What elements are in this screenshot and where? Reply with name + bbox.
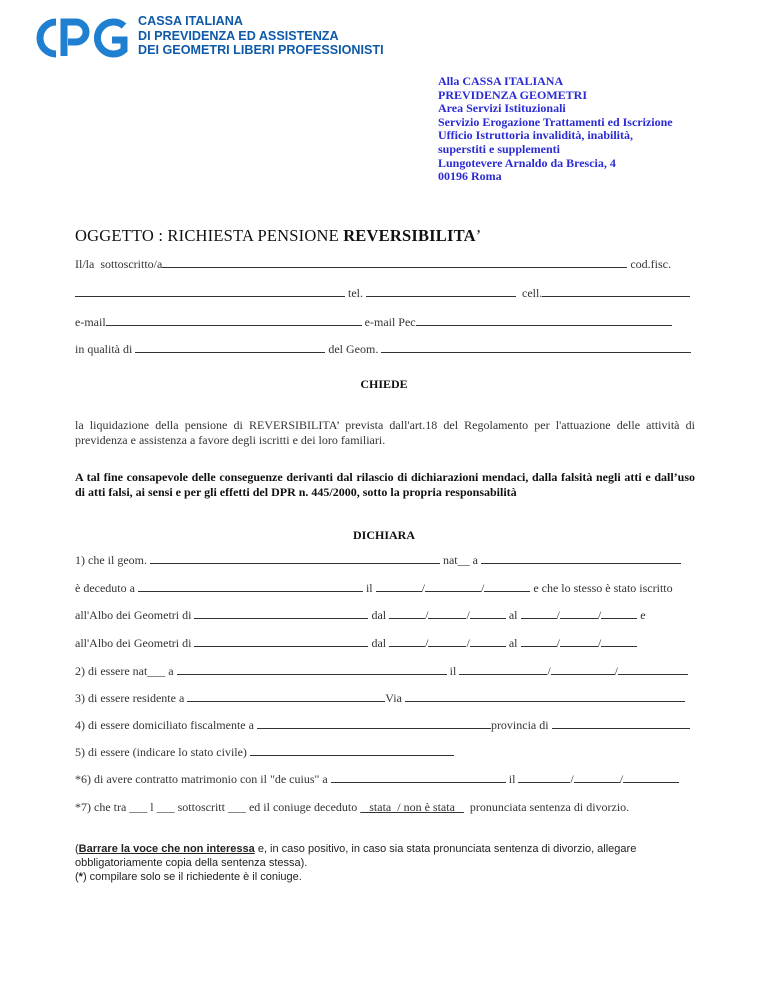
marriage-year[interactable]: [623, 772, 679, 783]
albo-2-to-month[interactable]: [560, 636, 598, 647]
addressee-block: [438, 75, 673, 184]
addressee-line: 00196 Roma: [438, 169, 502, 184]
item-7: [75, 800, 695, 815]
footnotes: [75, 842, 695, 884]
item5-label: 5) di essere (indicare lo stato civile): [75, 745, 250, 759]
qualita-field[interactable]: [135, 342, 325, 353]
item1-born-label: nat__ a: [439, 553, 481, 567]
chiede-text: la liquidazione della pensione di REVERSIBILITA’ prevista dall'art.18 del Regolamento per l'attuazione delle attività di previdenza e assistenza a favore degli iscritti e dei loro familiari.: [75, 418, 695, 447]
cipag-logo: [34, 14, 384, 64]
addressee-line: Lungotevere Arnaldo da Brescia, 4: [438, 155, 616, 170]
logo-line-2: DI PREVIDENZA ED ASSISTENZA: [138, 28, 339, 43]
deceased-label: è deceduto a: [75, 581, 138, 595]
item2-label: 2) di essere nat___ a: [75, 664, 177, 678]
albo-1-to-day[interactable]: [521, 608, 557, 619]
albo-row-2: all'Albo dei Geometri di dal / / al / /: [75, 636, 695, 651]
applicant-row-email: [75, 315, 695, 330]
applicant-birth-day[interactable]: [459, 664, 547, 675]
albo-1-from-day[interactable]: [389, 608, 425, 619]
codfisc-field[interactable]: [75, 286, 345, 297]
logo-line-3: DEI GEOMETRI LIBERI PROFESSIONISTI: [138, 43, 384, 57]
item3-via-label: Via: [385, 691, 405, 705]
logo-wordmark: [138, 14, 384, 58]
heading-dichiara: DICHIARA: [352, 528, 415, 542]
subject-line: [75, 226, 481, 246]
death-day-field[interactable]: [376, 581, 422, 592]
death-place-field[interactable]: [138, 581, 363, 592]
item-4: [75, 718, 695, 733]
name-field[interactable]: [162, 257, 627, 268]
note-2-star: *: [78, 871, 83, 883]
item7-label: *7) che tra ___ l ___ sottoscritt ___ ed il coniuge deceduto: [75, 800, 361, 814]
province-field[interactable]: [552, 718, 690, 729]
albo-label: all'Albo dei Geometri di: [75, 636, 195, 650]
addressee-line: Ufficio Istruttoria invalidità, inabilità,: [438, 128, 633, 143]
item4-province-label: provincia di: [490, 718, 552, 732]
divorce-option[interactable]: stata / non è stata: [360, 800, 464, 814]
albo-2-from-year[interactable]: [470, 636, 506, 647]
residence-city-field[interactable]: [187, 691, 385, 702]
albo-2-from-day[interactable]: [389, 636, 425, 647]
logo-line-1: CASSA ITALIANA: [138, 14, 243, 28]
item2-date-label: il: [446, 664, 460, 678]
applicant-row-contacts: [75, 286, 695, 301]
albo-end-e: e: [637, 608, 646, 622]
item6-label: *6) di avere contratto matrimonio con il "de cuius" a: [75, 772, 331, 786]
subject-bold: REVERSIBILITA: [343, 226, 476, 245]
birthplace-field[interactable]: [481, 553, 681, 564]
label-del-geom: del Geom.: [325, 342, 382, 356]
label-cell: cell.: [516, 286, 543, 300]
albo-1-from-month[interactable]: [428, 608, 466, 619]
note-2-text: ) compilare solo se il richiedente è il coniuge.: [82, 871, 302, 883]
cell-field[interactable]: [542, 286, 690, 297]
albo-row-1: all'Albo dei Geometri di dal / / al / / e: [75, 608, 646, 622]
item-5: [75, 745, 695, 760]
applicant-birth-month[interactable]: [551, 664, 615, 675]
death-month-field[interactable]: [425, 581, 481, 592]
al-label: al: [505, 636, 521, 650]
albo-label: all'Albo dei Geometri di: [75, 608, 195, 622]
addressee-line: PREVIDENZA GEOMETRI: [438, 87, 588, 102]
item-2: 2) di essere nat___ a il / /: [75, 664, 695, 679]
addressee-line: superstiti e supplementi: [438, 141, 561, 156]
addressee-line: Area Servizi Istituzionali: [438, 101, 566, 116]
label-sottoscritto: Il/la sottoscritto/a: [75, 257, 163, 271]
note-strike-instruction: Barrare la voce che non interessa: [78, 843, 255, 855]
death-year-field[interactable]: [484, 581, 530, 592]
marriage-month[interactable]: [574, 772, 620, 783]
applicant-birthplace-field[interactable]: [177, 664, 447, 675]
subject-suffix: ’: [475, 226, 482, 245]
applicant-row-quality: [75, 342, 695, 357]
albo-1-field[interactable]: [194, 608, 368, 619]
label-qualita: in qualità di: [75, 342, 136, 356]
label-tel: tel.: [345, 286, 366, 300]
item-deceased: è deceduto a il / / e che lo stesso è stato iscritto: [75, 581, 673, 595]
item7-end: pronunciata sentenza di divorzio.: [463, 800, 630, 814]
addressee-line: Servizio Erogazione Trattamenti ed Iscrizione: [438, 114, 673, 129]
tax-domicile-field[interactable]: [257, 718, 491, 729]
heading-chiede: CHIEDE: [360, 377, 408, 391]
tel-field[interactable]: [366, 286, 516, 297]
dal-label: dal: [368, 608, 390, 622]
item3-label: 3) di essere residente a: [75, 691, 188, 705]
marriage-day[interactable]: [518, 772, 570, 783]
item-3: [75, 691, 695, 706]
applicant-birth-year[interactable]: [618, 664, 688, 675]
residence-street-field[interactable]: [405, 691, 685, 702]
geom-deceased-field[interactable]: [150, 553, 440, 564]
albo-2-to-day[interactable]: [521, 636, 557, 647]
note-2: [75, 870, 695, 884]
applicant-row-name: [75, 257, 695, 272]
albo-2-from-month[interactable]: [428, 636, 466, 647]
geom-name-field[interactable]: [381, 342, 691, 353]
label-email-pec: e-mail Pec: [361, 315, 416, 329]
label-email: e-mail: [75, 315, 106, 329]
declaration-intro: A tal fine consapevole delle conseguenze derivanti dal rilascio di dichiarazioni mendaci, dalla falsità negli atti e dall’uso di atti falsi, ai sensi e per gli effetti del DPR n. 445/2000, sotto la propria responsabilità: [75, 470, 695, 499]
item1-label: 1) che il geom.: [75, 553, 150, 567]
note-1-text: e, in caso positivo, in caso sia stata pronunciata sentenza di divorzio, allegare obbligatoriamente copia della sentenza stessa).: [75, 843, 637, 869]
item4-label: 4) di essere domiciliato fiscalmente a: [75, 718, 257, 732]
email-field[interactable]: [106, 315, 362, 326]
item-1: [75, 553, 695, 568]
albo-1-to-year[interactable]: [601, 608, 637, 619]
item6-date-label: il: [505, 772, 519, 786]
note-1-open: (: [75, 843, 79, 855]
label-codfisc: cod.fisc.: [627, 257, 671, 271]
marriage-place-field[interactable]: [331, 772, 506, 783]
albo-2-field[interactable]: [194, 636, 368, 647]
subject-prefix: OGGETTO : RICHIESTA PENSIONE: [75, 226, 344, 245]
item-6: *6) di avere contratto matrimonio con il "de cuius" a il / /: [75, 772, 695, 787]
deceased-registered-label: e che lo stesso è stato iscritto: [530, 581, 673, 595]
al-label: al: [505, 608, 521, 622]
marital-status-field[interactable]: [250, 745, 454, 756]
note-2-open: (: [75, 871, 79, 883]
albo-2-to-year[interactable]: [601, 636, 637, 647]
email-pec-field[interactable]: [416, 315, 672, 326]
albo-1-to-month[interactable]: [560, 608, 598, 619]
addressee-line: Alla CASSA ITALIANA: [438, 74, 564, 88]
dal-label: dal: [368, 636, 390, 650]
cipag-logo-mark: [34, 16, 134, 60]
note-1: [75, 842, 695, 870]
albo-1-from-year[interactable]: [470, 608, 506, 619]
deceased-date-label: il: [362, 581, 376, 595]
